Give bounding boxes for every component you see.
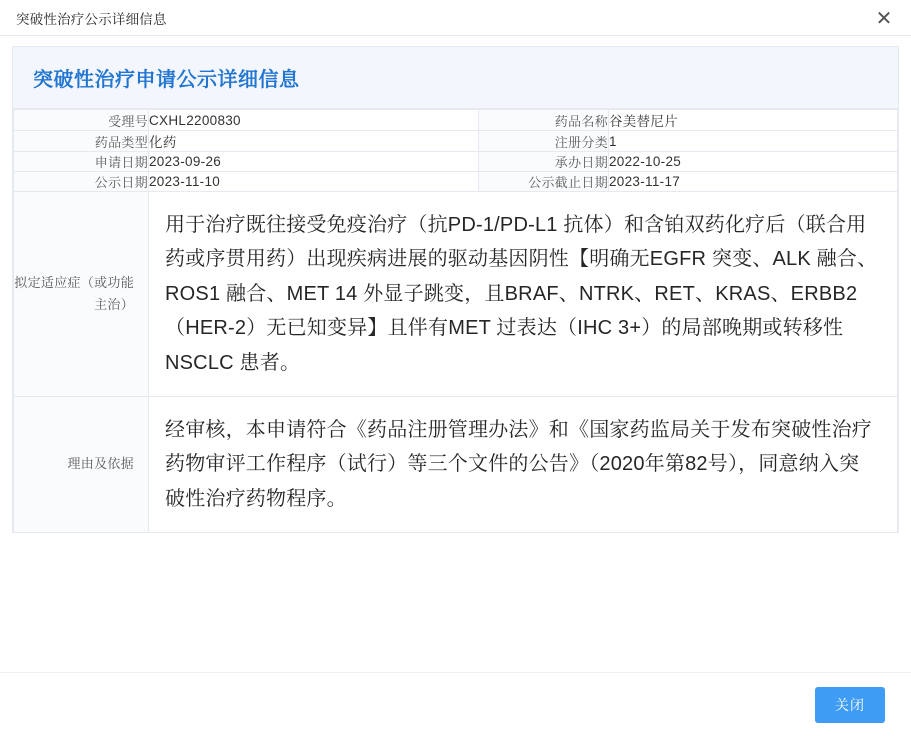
dialog-header [0, 0, 911, 36]
accept-date-label: 承办日期 [479, 152, 609, 172]
dialog-body [0, 36, 911, 672]
dialog-footer [0, 672, 911, 736]
publicity-date-value: 2023-11-10 [149, 172, 479, 192]
acceptance-no-value: CXHL2200830 [149, 110, 479, 131]
detail-table [13, 109, 898, 533]
table-row [14, 110, 898, 131]
publicity-end-value: 2023-11-17 [609, 172, 898, 192]
accept-date-value: 2022-10-25 [609, 152, 898, 172]
detail-panel [12, 46, 899, 533]
close-button[interactable]: 关闭 [815, 687, 885, 723]
table-row [14, 396, 898, 532]
table-row [14, 131, 898, 152]
apply-date-label: 申请日期 [14, 152, 149, 172]
table-row [14, 152, 898, 172]
close-icon[interactable]: ✕ [875, 5, 893, 30]
reason-label: 理由及依据 [14, 396, 149, 532]
panel-title: 突破性治疗申请公示详细信息 [13, 47, 898, 109]
indication-label: 拟定适应症（或功能主治） [14, 192, 149, 397]
indication-value: 用于治疗既往接受免疫治疗（抗PD-1/PD-L1 抗体）和含铂双药化疗后（联合用药或序贯用药）出现疾病进展的驱动基因阴性【明确无EGFR 突变、ALK 融合、ROS1 融合、MET 14 外显子跳变，且BRAF、NTRK、RET、KRAS、ERBB2（HER-2）无已知变异】且伴有MET 过表达（IHC 3+）的局部晚期或转移性NSCLC 患者。 [149, 192, 898, 397]
publicity-end-label: 公示截止日期 [479, 172, 609, 192]
publicity-date-label: 公示日期 [14, 172, 149, 192]
drug-name-label: 药品名称 [479, 110, 609, 131]
reason-value: 经审核，本申请符合《药品注册管理办法》和《国家药监局关于发布突破性治疗药物审评工作程序（试行）等三个文件的公告》（2020年第82号），同意纳入突破性治疗药物程序。 [149, 396, 898, 532]
drug-name-value: 谷美替尼片 [609, 110, 898, 131]
acceptance-no-label: 受理号 [14, 110, 149, 131]
table-row [14, 192, 898, 397]
apply-date-value: 2023-09-26 [149, 152, 479, 172]
table-row [14, 172, 898, 192]
drug-type-value: 化药 [149, 131, 479, 152]
register-class-value: 1 [609, 131, 898, 152]
drug-type-label: 药品类型 [14, 131, 149, 152]
dialog-title: 突破性治疗公示详细信息 [16, 11, 167, 27]
register-class-label: 注册分类 [479, 131, 609, 152]
